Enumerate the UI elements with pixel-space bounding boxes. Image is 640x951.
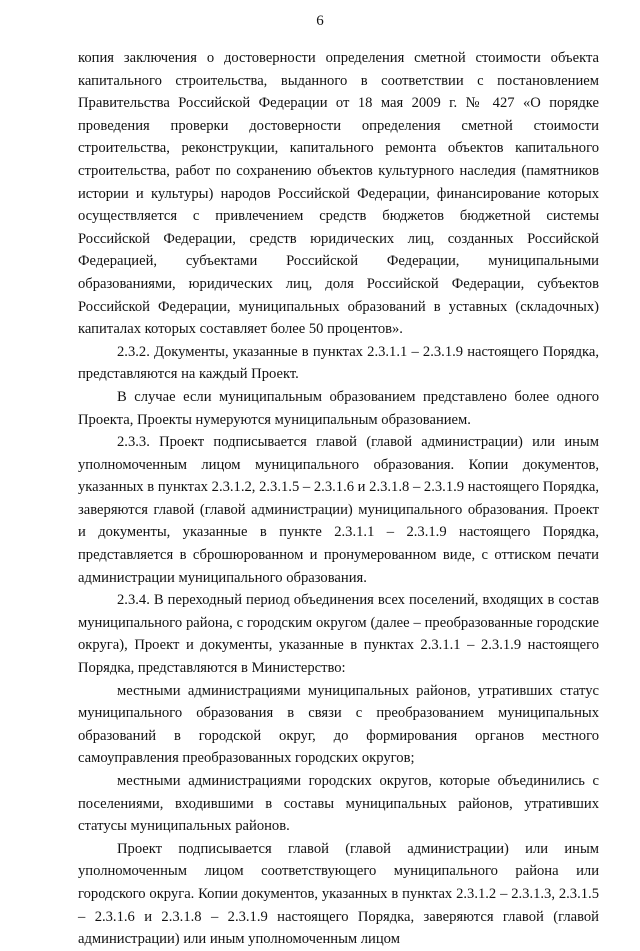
paragraph-municipal-districts: местными администрациями муниципальных районов, утративших статус муниципального образования в связи с преобразованием муниципальных образований в городской округ, до формирования органов местного самоуправления преобразованных городских округов; bbox=[78, 682, 599, 767]
paragraph-multiple-projects: В случае если муниципальным образованием представлено более одного Проекта, Проекты нумеруются муниципальным образованием. bbox=[78, 388, 599, 428]
paragraph-2-3-3: 2.3.3. Проект подписывается главой (главой администрации) или иным уполномоченным лицом муниципального образования. Копии документов, указанных в пунктах 2.3.1.2, 2.3.1.5 – 2.3.1.6 и 2.3.1.8 – 2.3.1.9 настоящего Порядка, заверяются главой (главой администрации) муниципального образования. Проект и документы, указанные в пункте 2.3.1.1 – 2.3.1.9 настоящего Порядка, представляется в сброшюрованном и пронумерованном виде, с оттиском печати администрации муниципального образования. bbox=[78, 434, 599, 586]
paragraph-2-3-4: 2.3.4. В переходный период объединения всех поселений, входящих в состав муниципального района, с городским округом (далее – преобразованные городские округа), Проект и документы, указанные в пунктах 2.3.1.1 – 2.3.1.9 настоящего Порядка, представляются в Министерство: bbox=[78, 592, 599, 677]
paragraph-continuation: копия заключения о достоверности определения сметной стоимости объекта капитального строительства, выданного в соответствии с постановлением Правительства Российской Федерации от 18 мая 2009 г. № 427 «О порядке проведения проверки достоверности определения сметной стоимости строительства, реконструкции, капитального ремонта объектов капитального строительства, работ по сохранению объектов культурного наследия (памятников истории и культуры) народов Российской Федерации, финансирование которых осуществляется с привлечением средств бюджетов бюджетной системы Российской Федерации, средств юридических лиц, созданных Российской Федерацией, субъектами Российской Федерации, муниципальными образованиями, юридических лиц, доля Российской Федерации, субъектов Российской Федерации, муниципальных образований в уставных (складочных) капиталах которых составляет более 50 процентов». bbox=[78, 50, 599, 338]
paragraph-city-districts: местными администрациями городских округов, которые объединились с поселениями, входившими в составы муниципальных районов, утративших статусы муниципальных районов. bbox=[78, 773, 599, 835]
document-body bbox=[78, 47, 599, 951]
page-number: 6 bbox=[316, 13, 324, 29]
paragraph-project-signing: Проект подписывается главой (главой администрации) или иным уполномоченным лицом соответствующего муниципального района или городского округа. Копии документов, указанных в пунктах 2.3.1.2 – 2.3.1.3, 2.3.1.5 – 2.3.1.6 и 2.3.1.8 – 2.3.1.9 настоящего Порядка, заверяются главой (главой администрации) или иным уполномоченным лицом bbox=[78, 840, 599, 948]
paragraph-2-3-2: 2.3.2. Документы, указанные в пунктах 2.3.1.1 – 2.3.1.9 настоящего Порядка, представляются на каждый Проект. bbox=[78, 343, 599, 383]
